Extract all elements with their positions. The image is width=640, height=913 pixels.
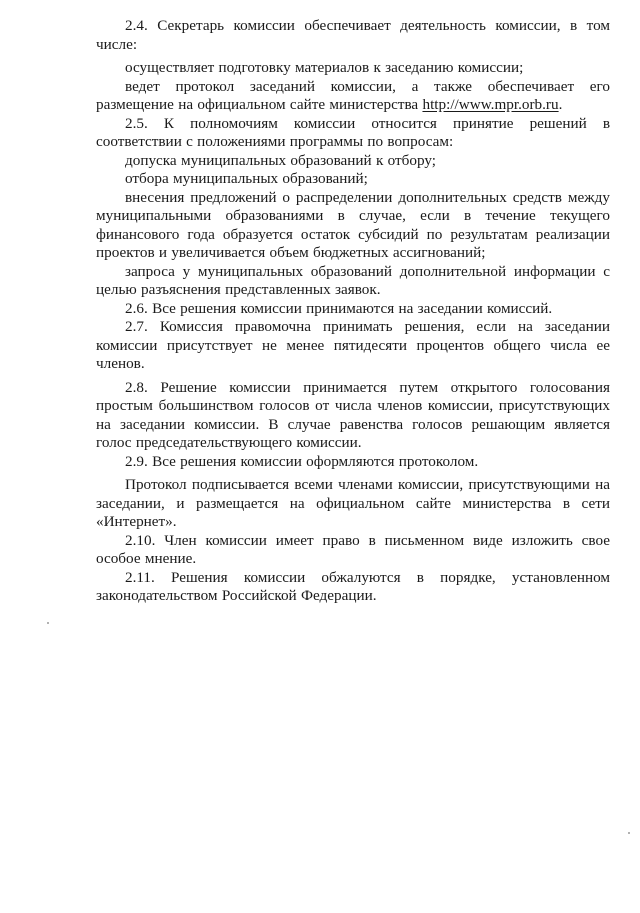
scan-speck [628, 832, 630, 834]
paragraph-2-9: 2.9. Все решения комиссии оформляются протоколом. [125, 452, 479, 470]
paragraph-2-5-item-selection: отбора муниципальных образований; [125, 170, 368, 187]
paragraph-2-5-item-distribution: внесения предложений о распределении дополнительных средств между муниципальными образованиями в случае, если в течение текущего финансового года образуется остаток субсидий по результатам реализации проектов и увеличивается объем бюджетных ассигнований; [96, 188, 610, 261]
paragraph-2-5-item-admission: допуска муниципальных образований к отбору; [125, 151, 436, 169]
paragraph-2-10: 2.10. Член комиссии имеет право в письменном виде изложить свое особое мнение. [96, 531, 610, 567]
paragraph-2-8: 2.8. Решение комиссии принимается путем открытого голосования простым большинством голосов от числа членов комиссии, присутствующих на заседании комиссии. В случае равенства голосов решающим является голос председательствующего комиссии. [96, 378, 610, 451]
paragraph-2-11: 2.11. Решения комиссии обжалуются в порядке, установленном законодательством Российской Федерации. [96, 568, 610, 604]
scan-speck [47, 622, 49, 624]
paragraph-2-7: 2.7. Комиссия правомочна принимать решения, если на заседании комиссии присутствует не менее пятидесяти процентов общего числа ее членов. [96, 318, 610, 372]
paragraph-2-4-item-protocol-end: . [558, 96, 563, 113]
paragraph-2-9-protocol: Протокол подписывается всеми членами комиссии, присутствующими на заседании, и размещается на официальном сайте министерства в сети «Интернет». [96, 476, 610, 530]
paragraph-2-4-item-protocol-text: ведет протокол заседаний комиссии, а также обеспечивает его размещение на официальном сайте министерства [96, 77, 610, 113]
paragraph-2-4: 2.4. Секретарь комиссии обеспечивает деятельность комиссии, в том числе: [96, 17, 610, 53]
paragraph-2-5: 2.5. К полномочиям комиссии относится принятие решений в соответствии с положениями программы по вопросам: [96, 114, 610, 150]
paragraph-2-5-item-request: запроса у муниципальных образований дополнительной информации с целью разъяснения представленных заявок. [96, 262, 610, 298]
paragraph-2-4-item-protocol [96, 78, 610, 115]
ministry-website-link[interactable]: http://www.mpr.orb.ru [422, 96, 559, 113]
paragraph-2-4-item-materials: осуществляет подготовку материалов к заседанию комиссии; [125, 59, 524, 76]
paragraph-2-6: 2.6. Все решения комиссии принимаются на заседании комиссий. [125, 299, 553, 317]
document-body [96, 17, 610, 606]
